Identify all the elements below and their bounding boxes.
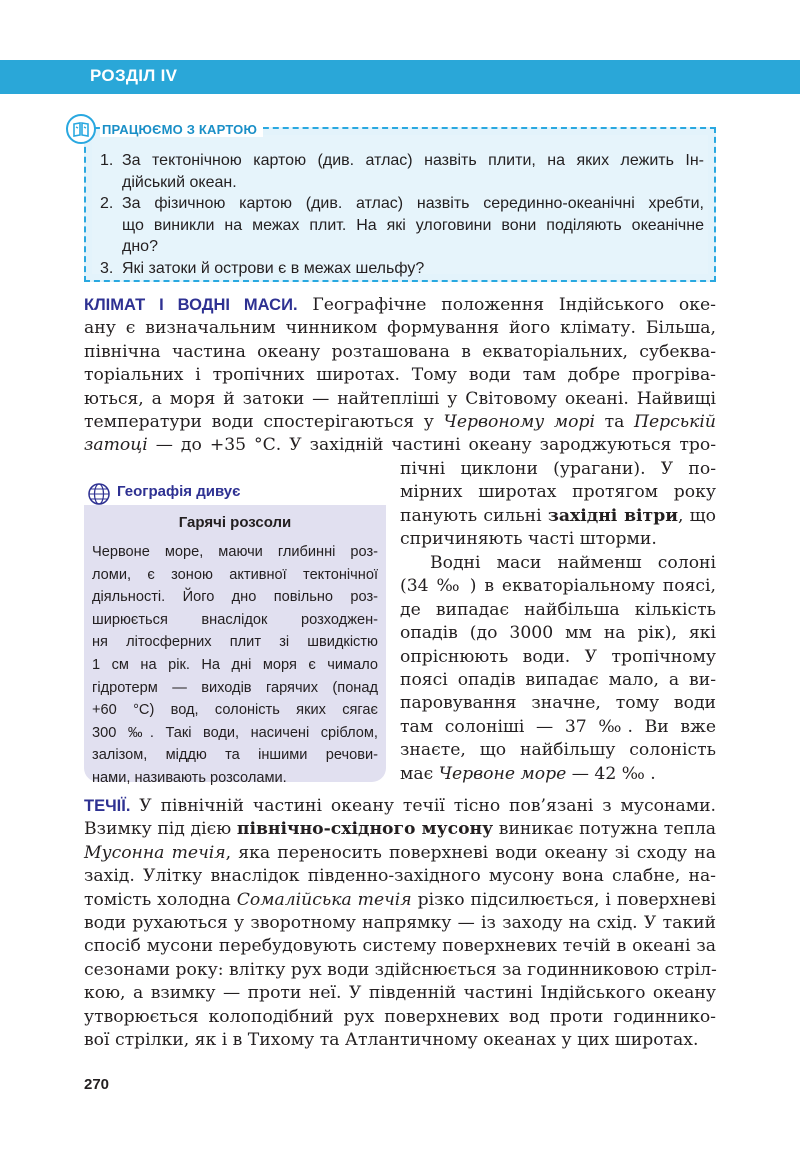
climate-paragraph: КЛІМАТ І ВОДНІ МАСИ. Географічне положення Індійського оке- ану є визначальним чинником формування його клімату. Більша, північна частина океану розташована в екваторіальних, субеква- торіальних і тропічних широтах. Тому води там добре прогріва- ються, а моря й затоки — найтепліші у Світовому океані. Найвищі температури води спостерігаються у Червоному морі та Перській затоці — до +35 °С. У західній частині океану зароджуються тро- — [84, 295, 716, 456]
climate-heading: КЛІМАТ І ВОДНІ МАСИ. — [84, 296, 298, 314]
list-item: 3. Які затоки й острови є в межах шельфу? — [100, 259, 425, 277]
fact-box-text: Червоне море, маючи глибинні роз- ломи, є зоною активної тектонічної діяльності. Його дно повільно роз- ширюється внаслідок розходжен- ня літосферних плит зі швидкістю 1 см на рік. На дні моря є чимало гідротерм — виходів гарячих (понад +60 °С) вод, солоність яких сягає 300 ‰. Такі води, насичені сріблом, залізом, міддю та іншими речови- нами, називають розсолами. — [92, 544, 378, 786]
list-item: 2. За фізичною картою (див. атлас) назвіть серединно-океанічні хребти, що виникли на межах плит. На які улоговини вони поділяють океанічне дно? — [100, 195, 704, 255]
globe-icon — [86, 481, 112, 507]
currents-paragraph: ТЕЧІЇ. У північній частині океану течії тісно пов’язані з мусонами. Взимку під дією північно-східного мусону виникає потужна тепла Мусонна течія, яка переносить поверхневі води океану зі сходу на захід. Улітку внаслідок південно-західного мусону вона слабне, на- томість холодна Сомалійська течія різко підсилюється, і поверхневі води рухаються у зворотному напрямку — із заходу на схід. У такий спосіб мусони перебудовують систему поверхневих течій в океані за сезонами року: влітку рух води здійснюється за годинниковою стріл- кою, а взимку — проти неї. У південній частині Індійського океану утворюється колоподібний рух поверхневих вод проти годиннико- вої стрілки, як і в Тихому та Атлантичному океанах у цих широтах. — [84, 796, 717, 1051]
map-task-list — [100, 150, 704, 279]
fact-box-label: Географія дивує — [117, 483, 241, 500]
salinity-paragraph: Водні маси найменш солоні (34 ‰ ) в екваторіальному поясі, де випадає найбільша кількість опадів (до 3000 мм на рік), які опріснюють води. У тропічному поясі опадів випадає мало, а ви- паровування значне, тому води там солоніші — 37 ‰. Ви вже знаєте, що найбільшу солоність має Червоне море — 42 ‰ . — [400, 553, 716, 784]
page-number: 270 — [84, 1076, 110, 1093]
map-book-icon — [66, 114, 96, 144]
climate-paragraph-continued: пічні циклони (урагани). У по- мірних широтах протягом року панують сильні західні вітри, що спричиняють часті шторми. — [400, 459, 716, 550]
fact-box-title: Гарячі розсоли — [178, 514, 292, 531]
list-item: 1. За тектонічною картою (див. атлас) назвіть плити, на яких лежить Ін- дійський океан. — [100, 152, 704, 191]
currents-heading: ТЕЧІЇ. — [84, 797, 131, 815]
map-task-label: ПРАЦЮЄМО З КАРТОЮ — [100, 122, 263, 137]
section-title: РОЗДІЛ IV — [90, 66, 178, 85]
